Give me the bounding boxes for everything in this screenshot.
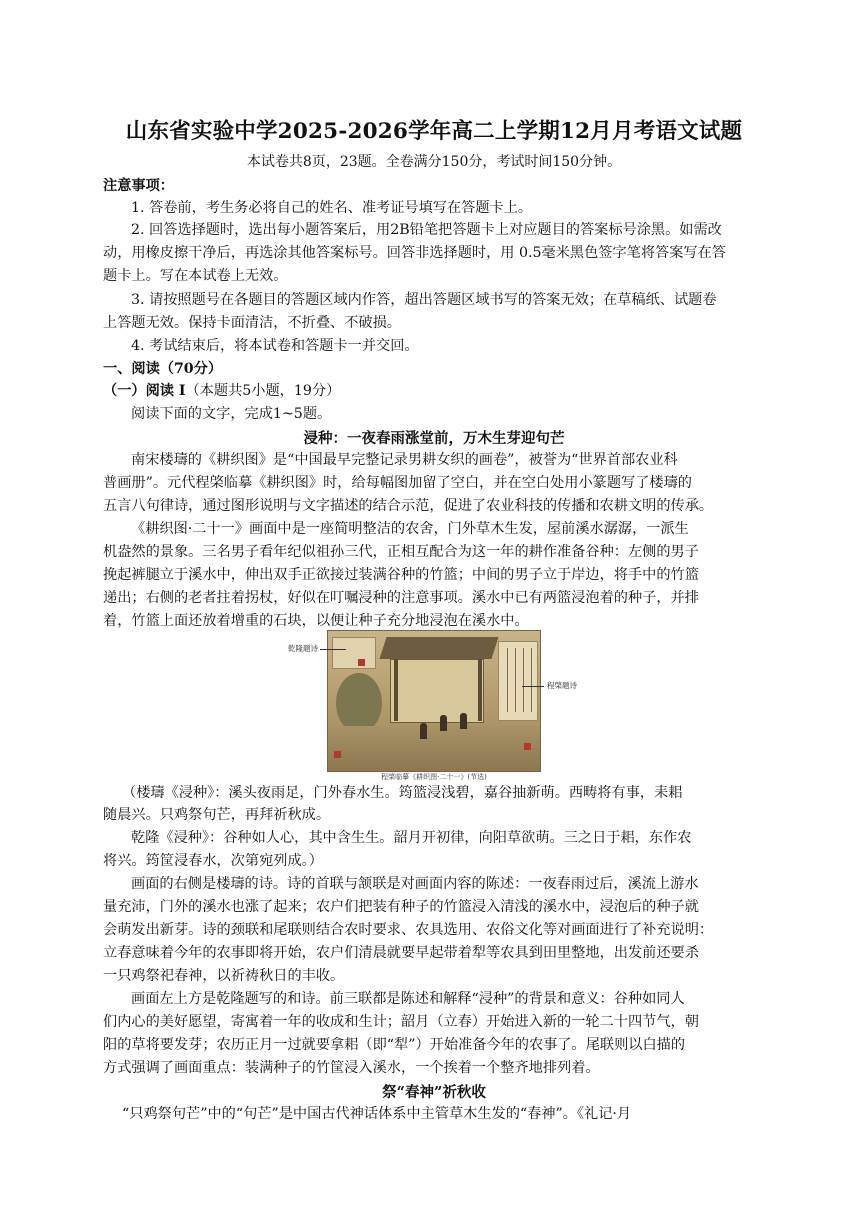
figure-person — [460, 713, 467, 729]
subsection-note: （本题共5小题，19分） — [185, 383, 341, 399]
seal-mark — [524, 743, 531, 750]
notice-line: 上答题无效。保持卡面清洁，不折叠、不破损。 — [103, 315, 401, 331]
house-wall — [390, 659, 484, 723]
seal-mark — [334, 751, 341, 758]
article-line: “只鸡祭句芒”中的“句芒”是中国古代神话体系中主管草木生发的“春神”。《礼记·月 — [122, 1106, 632, 1122]
notice-line: 动，用橡皮擦干净后，再选涂其他答案标号。回答非选择题时，用 0.5毫米黑色签字笔将答案写在答 — [103, 245, 726, 261]
article-line: 方式强调了画面重点：装满种子的竹筐浸入溪水，一个挨着一个整齐地排列着。 — [103, 1060, 600, 1076]
house-post — [394, 659, 398, 721]
notice-line: 2. 回答选择题时，选出每小题答案后，用2B铅笔把答题卡上对应题目的答案标号涂黑。如需改 — [131, 222, 722, 238]
article-line: 挽起裤腿立于溪水中，伸出双手正欲接过装满谷种的竹篮；中间的男子立于岸边，将手中的竹篮 — [103, 567, 699, 583]
subsection-label: （一）阅读 I — [103, 383, 186, 399]
reading-instruction: 阅读下面的文字，完成1~5题。 — [131, 406, 332, 422]
article-line: 们内心的美好愿望，寄寓着一年的收成和生计；韶月（立春）开始进入新的一轮二十四节气，朝 — [103, 1014, 699, 1030]
article-line: 画面的右侧是楼璹的诗。诗的首联与颔联是对画面内容的陈述：一夜春雨过后，溪流上游水 — [131, 876, 699, 892]
label-qianlong: 乾隆题诗 — [288, 644, 318, 653]
stream — [328, 726, 540, 771]
article-heading: 浸种：一夜春雨涨堂前，万木生芽迎句芒 — [303, 430, 565, 447]
article-line: 五言八句律诗，通过图形说明与文字描述的结合示范，促进了农业科技的传播和农耕文明的传承。 — [103, 498, 714, 514]
article-line: 立春意味着今年的农事即将开始，农户们清晨就要早起带着犁等农具到田里整地，出发前还要杀 — [103, 945, 699, 961]
figure-caption: 程棨临摹《耕织图·二十一》(节选) — [381, 773, 487, 781]
notice-line: 题卡上。写在本试卷上无效。 — [103, 268, 288, 284]
figure-person — [440, 715, 447, 731]
label-line — [320, 649, 346, 650]
article-line: 《耕织图·二十一》画面中是一座简明整洁的农舍，门外草木生发，屋前溪水潺潺，一派生 — [131, 521, 689, 537]
exam-title: 山东省实验中学2025-2026学年高二上学期12月月考语文试题 — [125, 119, 743, 144]
poem-line: 随晨兴。只鸡祭句芒，再拜祈秋成。 — [103, 807, 331, 823]
article-line: 递出；右侧的老者拄着拐杖，好似在叮嘱浸种的注意事项。溪水中已有两篮浸泡着的种子，并排 — [103, 590, 699, 606]
article-line: 一只鸡祭祀春神，以祈祷秋日的丰收。 — [103, 968, 345, 984]
exam-subtitle: 本试卷共8页，23题。全卷满分150分，考试时间150分钟。 — [246, 154, 622, 170]
figure-person — [420, 723, 427, 739]
article-line: 普画册”。元代程棨临摹《耕织图》时，给每幅图加留了空白，并在空白处用小篆题写了楼璹的 — [103, 475, 692, 491]
subsection-title — [103, 381, 767, 401]
section-title: 一、阅读（70分） — [103, 361, 223, 377]
article-line: 阳的草将要发芽；农历正月一过就要拿耜（即“犁”）开始准备今年的农事了。尾联则以白描的 — [103, 1037, 686, 1053]
article-line: 量充沛，门外的溪水也涨了起来；农户们把装有种子的竹篮浸入清浅的溪水中，浸泡后的种子就 — [103, 899, 699, 915]
article-heading: 祭“春神”祈秋收 — [382, 1084, 486, 1101]
house-post — [478, 659, 482, 721]
notice-line: 3. 请按照题号在各题目的答题区域内作答，超出答题区域书写的答案无效；在草稿纸、试题卷 — [131, 292, 717, 308]
house-roof — [379, 637, 498, 659]
notice-line: 4. 考试结束后，将本试卷和答题卡一并交回。 — [131, 338, 419, 354]
notice-line: 1. 答卷前，考生务必将自己的姓名、准考证号填写在答题卡上。 — [131, 200, 533, 216]
poem-line: 将兴。筠筐浸春水，次第宛列成。） — [103, 853, 323, 869]
label-chengqi: 程棨题诗 — [547, 681, 577, 690]
chengqi-poem-panel — [498, 641, 538, 721]
notice-heading: 注意事项： — [103, 178, 174, 194]
poem-line: （楼璹《浸种》：溪头夜雨足，门外春水生。筠篮浸浅碧，嘉谷抽新萌。西畴将有事，耒耜 — [122, 785, 683, 801]
article-line: 南宋楼璹的《耕织图》是“中国最早完整记录男耕女织的画卷”，被誉为“世界首部农业科 — [131, 452, 678, 468]
poem-line: 乾隆《浸种》：谷种如人心，其中含生生。韶月开初律，向阳草欲萌。三之日于耜，东作农 — [131, 830, 692, 846]
article-line: 画面左上方是乾隆题写的和诗。前三联都是陈述和解释“浸种”的背景和意义：谷种如同人 — [131, 991, 685, 1007]
tree-shape — [336, 673, 382, 733]
article-line: 会萌发出新芽。诗的颈联和尾联则结合农时要求、农具选用、农俗文化等对画面进行了补充说明： — [103, 922, 714, 938]
article-line: 着，竹篮上面还放着增重的石块，以便让种子充分地浸泡在溪水中。 — [103, 613, 529, 629]
article-line: 机盎然的景象。三名男子看年纪似祖孙三代，正相互配合为这一年的耕作准备谷种：左侧的男子 — [103, 544, 699, 560]
seal-mark — [358, 659, 365, 666]
painting-illustration — [327, 630, 541, 772]
qianlong-poem-panel — [332, 637, 376, 669]
label-line — [522, 686, 544, 687]
